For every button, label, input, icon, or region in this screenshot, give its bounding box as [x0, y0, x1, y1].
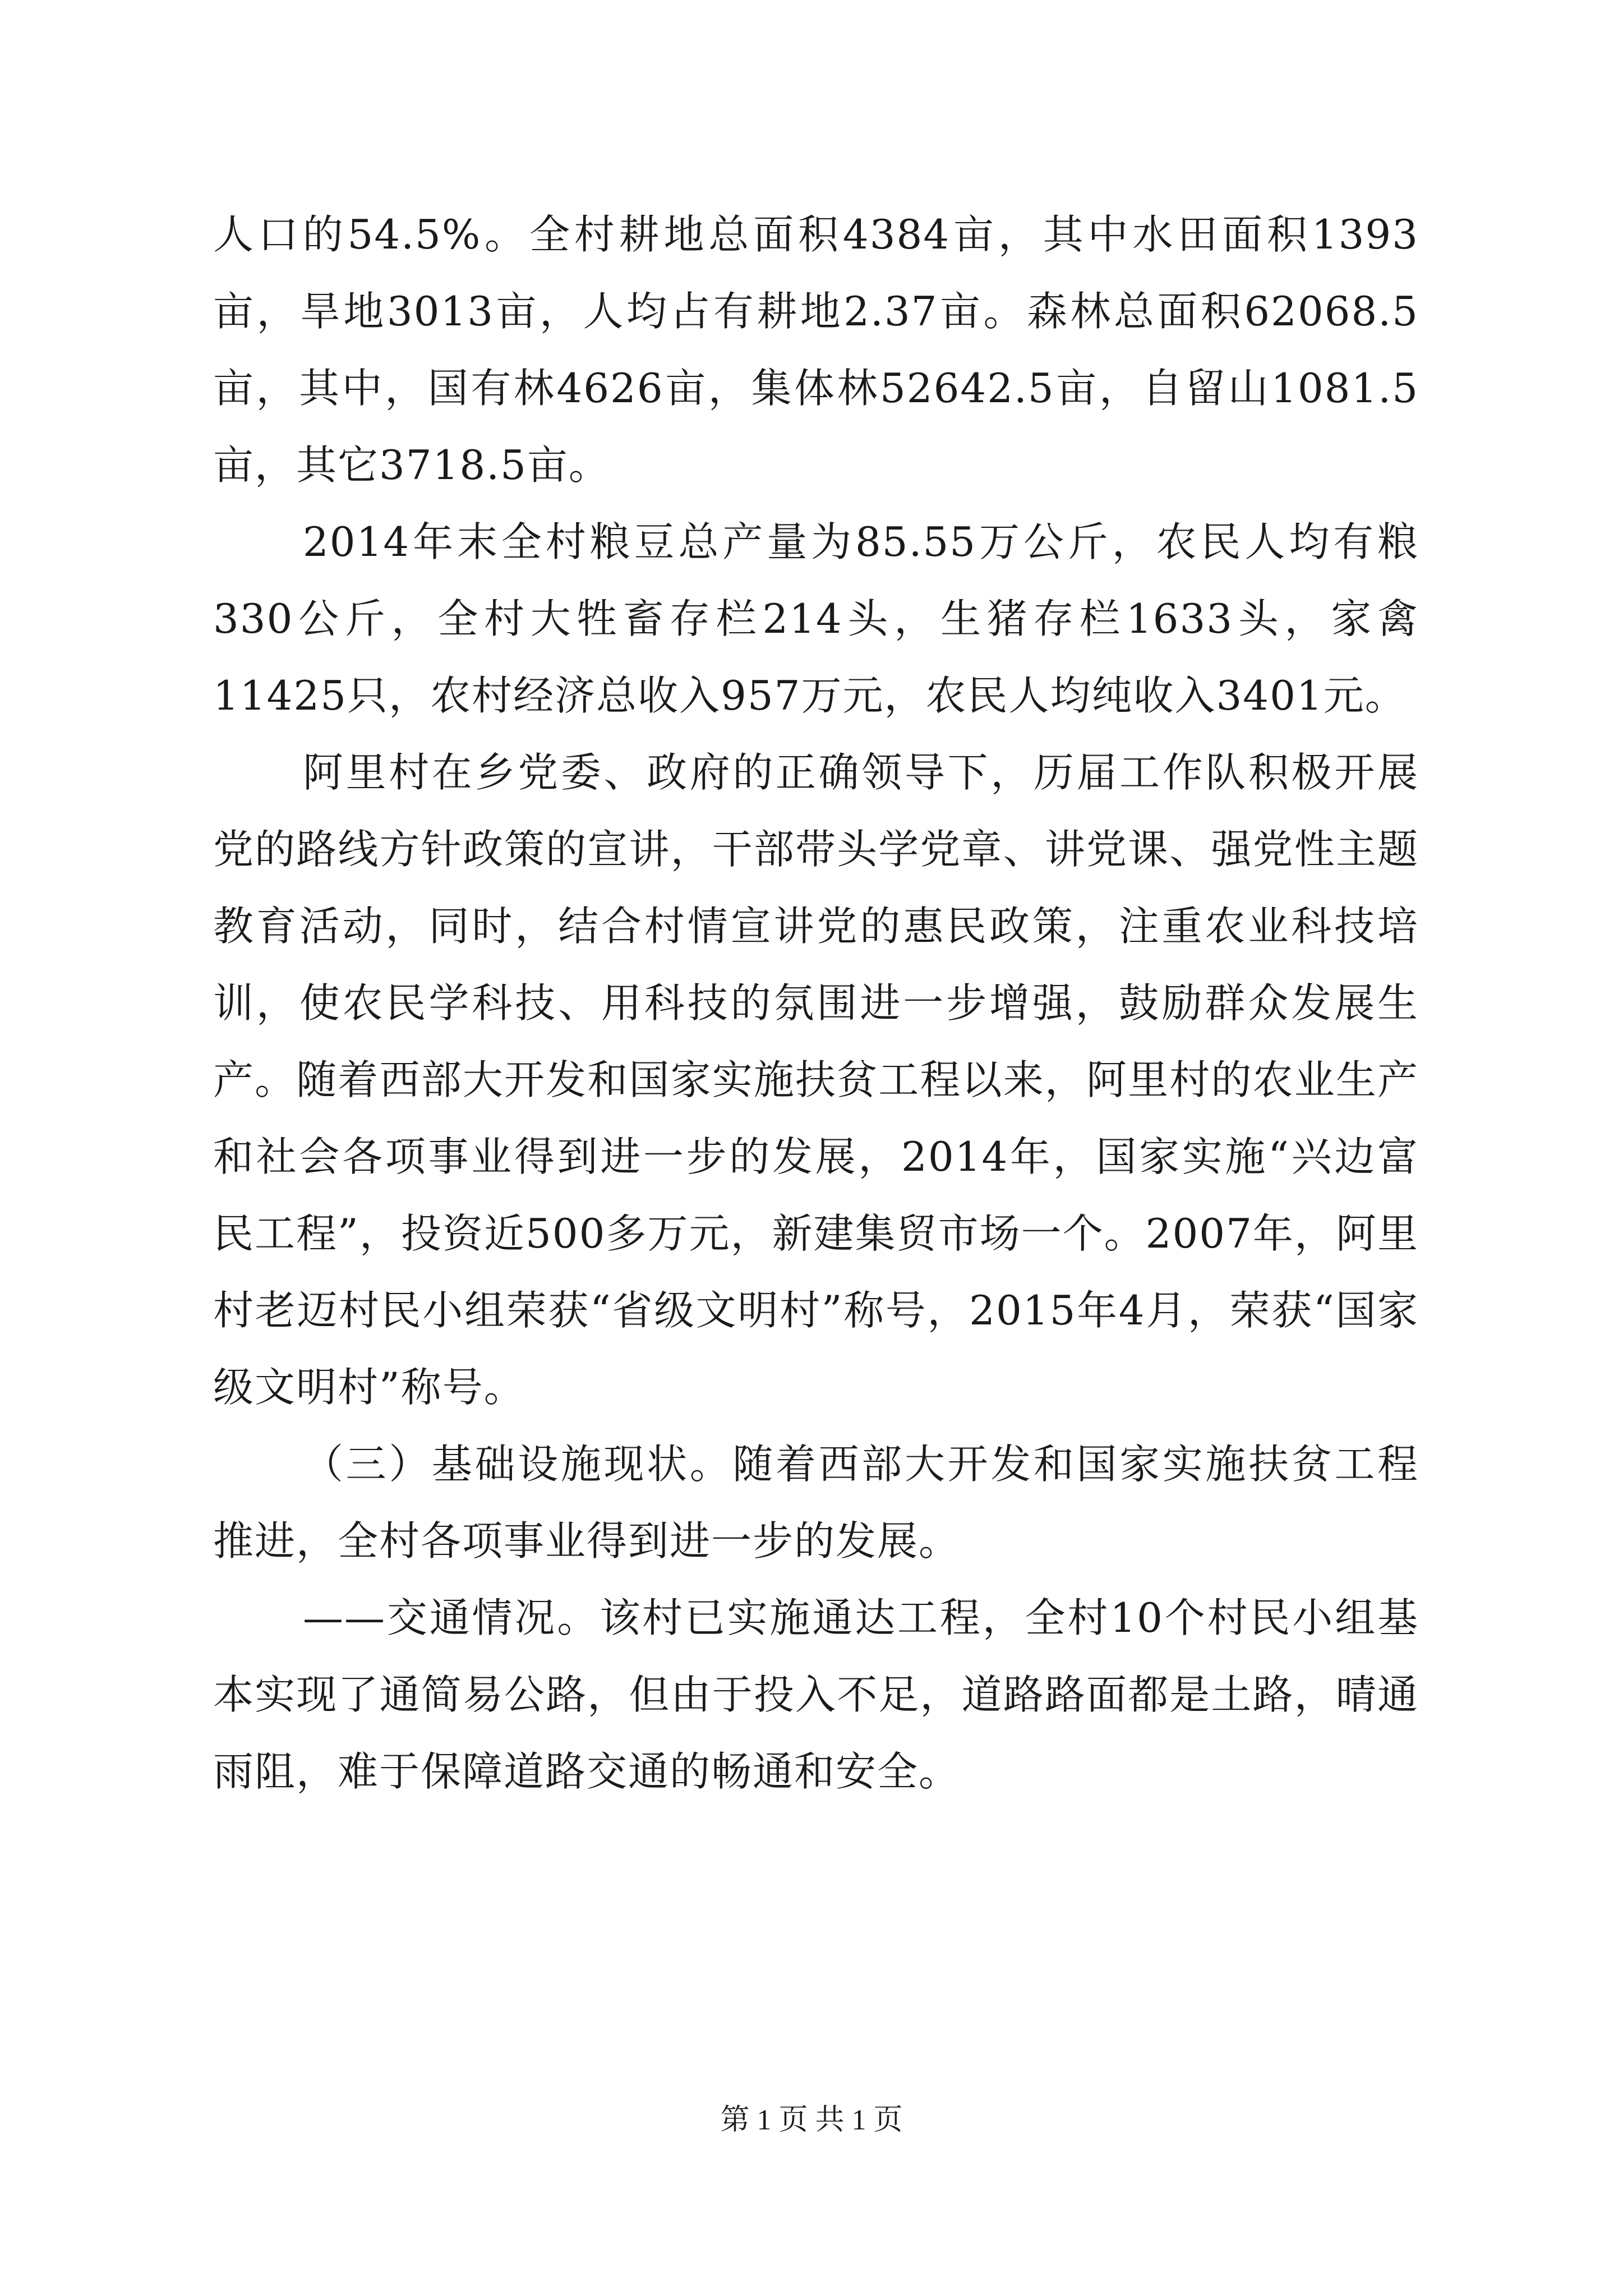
page-number-footer: 第 1 页 共 1 页 — [720, 2104, 903, 2136]
paragraph-infrastructure-status: （三）基础设施现状。随着西部大开发和国家实施扶贫工程推进，全村各项事业得到进一步的发展。 — [213, 1441, 1419, 1565]
document-body — [213, 196, 1419, 1810]
paragraph-grain-and-income: 2014年末全村粮豆总产量为85.55万公斤，农民人均有粮330公斤，全村大牲畜存栏214头，生猪存栏1633头，家禽11425只，农村经济总收入957万元，农民人均纯收入3401元。 — [213, 518, 1419, 719]
paragraph-transport-situation: ——交通情况。该村已实施通达工程，全村10个村民小组基本实现了通简易公路，但由于投入不足，道路路面都是土路，晴通雨阻，难于保障道路交通的畅通和安全。 — [213, 1594, 1419, 1795]
paragraph-village-development: 阿里村在乡党委、政府的正确领导下，历届工作队积极开展党的路线方针政策的宣讲，干部带头学党章、讲党课、强党性主题教育活动，同时，结合村情宣讲党的惠民政策，注重农业科技培训，使农民学科技、用科技的氛围进一步增强，鼓励群众发展生产。随着西部大开发和国家实施扶贫工程以来，阿里村的农业生产和社会各项事业得到进一步的发展，2014年，国家实施“兴边富民工程”，投资近500多万元，新建集贸市场一个。2007年，阿里村老迈村民小组荣获“省级文明村”称号，2015年4月，荣获“国家级文明村”称号。 — [213, 749, 1419, 1411]
paragraph-land-and-forest: 人口的54.5%。全村耕地总面积4384亩，其中水田面积1393亩，旱地3013亩，人均占有耕地2.37亩。森林总面积62068.5亩，其中，国有林4626亩，集体林52642.5亩，自留山1081.5亩，其它3718.5亩。 — [213, 211, 1419, 489]
